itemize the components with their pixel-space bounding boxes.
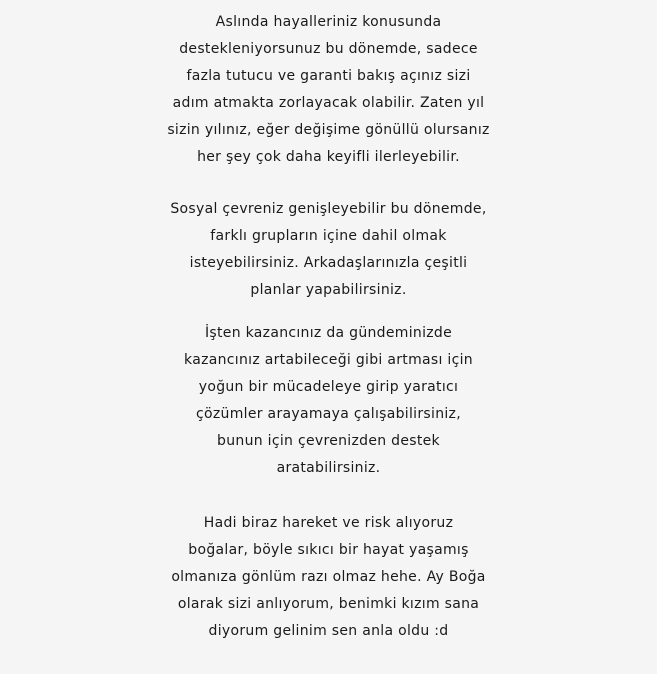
text-line: İşten kazancınız da gündeminizde: [204, 325, 453, 341]
text-line: olmanıza gönlüm razı olmaz hehe. Ay Boğa: [171, 569, 486, 585]
paragraph-dreams: [0, 9, 657, 171]
text-line: her şey çok daha keyifli ilerleyebilir.: [197, 149, 460, 165]
text-line: olarak sizi anlıyorum, benimki kızım sana: [177, 596, 480, 612]
paragraph-income: [0, 320, 657, 482]
text-line: destekleniyorsunuz bu dönemde, sadece: [179, 41, 478, 57]
text-line: kazancınız artabileceği gibi artması için: [184, 352, 473, 368]
text-line: bunun için çevrenizden destek: [217, 433, 440, 449]
paragraph-social: [0, 196, 657, 304]
text-line: fazla tutucu ve garanti bakış açınız sizi: [186, 68, 471, 84]
text-line: çözümler arayamaya çalışabilirsiniz,: [196, 406, 461, 422]
text-line: adım atmakta zorlayacak olabilir. Zaten yıl: [172, 95, 485, 111]
text-line: Aslında hayalleriniz konusunda: [215, 14, 442, 30]
paragraph-taurus: [0, 510, 657, 645]
text-line: farklı grupların içine dahil olmak: [210, 228, 447, 244]
text-line: boğalar, böyle sıkıcı bir hayat yaşamış: [188, 542, 469, 558]
text-line: Hadi biraz hareket ve risk alıyoruz: [203, 515, 454, 531]
text-line: aratabilirsiniz.: [276, 460, 381, 476]
text-line: yoğun bir mücadeleye girip yaratıcı: [198, 379, 459, 395]
text-line: Sosyal çevreniz genişleyebilir bu dönemde,: [170, 201, 487, 217]
text-line: planlar yapabilirsiniz.: [250, 282, 407, 298]
text-line: sizin yılınız, eğer değişime gönüllü olursanız: [167, 122, 490, 138]
text-line: diyorum gelinim sen anla oldu :d: [208, 623, 449, 639]
text-line: isteyebilirsiniz. Arkadaşlarınızla çeşitli: [189, 255, 468, 271]
